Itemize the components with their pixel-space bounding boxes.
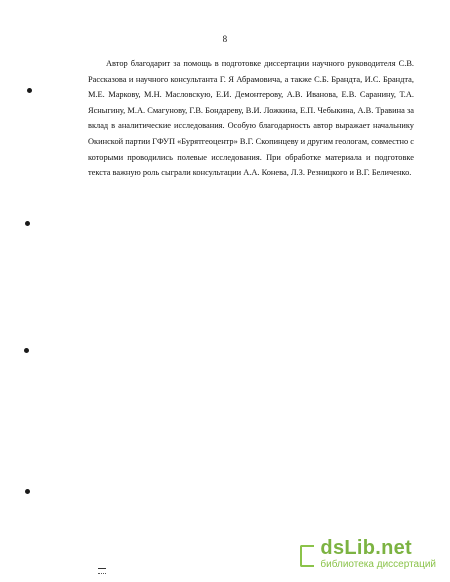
- punch-hole-mark: [25, 489, 30, 494]
- watermark-logo: dsLib.net: [320, 537, 413, 559]
- page-number: 8: [222, 34, 228, 44]
- dslib-watermark[interactable]: [300, 538, 436, 570]
- punch-hole-mark: [27, 88, 32, 93]
- acknowledgement-paragraph: Автор благодарит за помощь в подготовке диссертации научного руководителя С.В. Рассказова и научного консультанта Г. Я Абрамовича, а также С.Б. Брандта, И.С. Брандта, М.Е. Маркову, М.Н. Масловскую, Е.И. Демонтерову, А.В. Иванова, Е.В. Саранину, Т.А. Ясныгину, М.А. Смагунову, Г.В. Бондареву, В.И. Ложкина, Е.П. Чебыкина, А.В. Травина за вклад в аналитические исследования. Особую благодарность автор выражает начальнику Окинской партии ГФУП «Бурятгеоцентр» В.Г. Скопинцеву и другим геологам, совместно с которыми проводились полевые исследования. При обработке материала и подготовке текста важную роль сыграли консультации А.А. Конева, Л.З. Резницкого и В.Г. Беличенко.: [88, 59, 415, 178]
- dslib-logo-icon: [300, 543, 314, 565]
- scan-artifact: [98, 568, 106, 574]
- punch-hole-mark: [24, 348, 29, 353]
- punch-hole-mark: [25, 221, 30, 226]
- watermark-subtitle: библиотека диссертаций: [320, 559, 436, 570]
- watermark-text: [320, 538, 436, 570]
